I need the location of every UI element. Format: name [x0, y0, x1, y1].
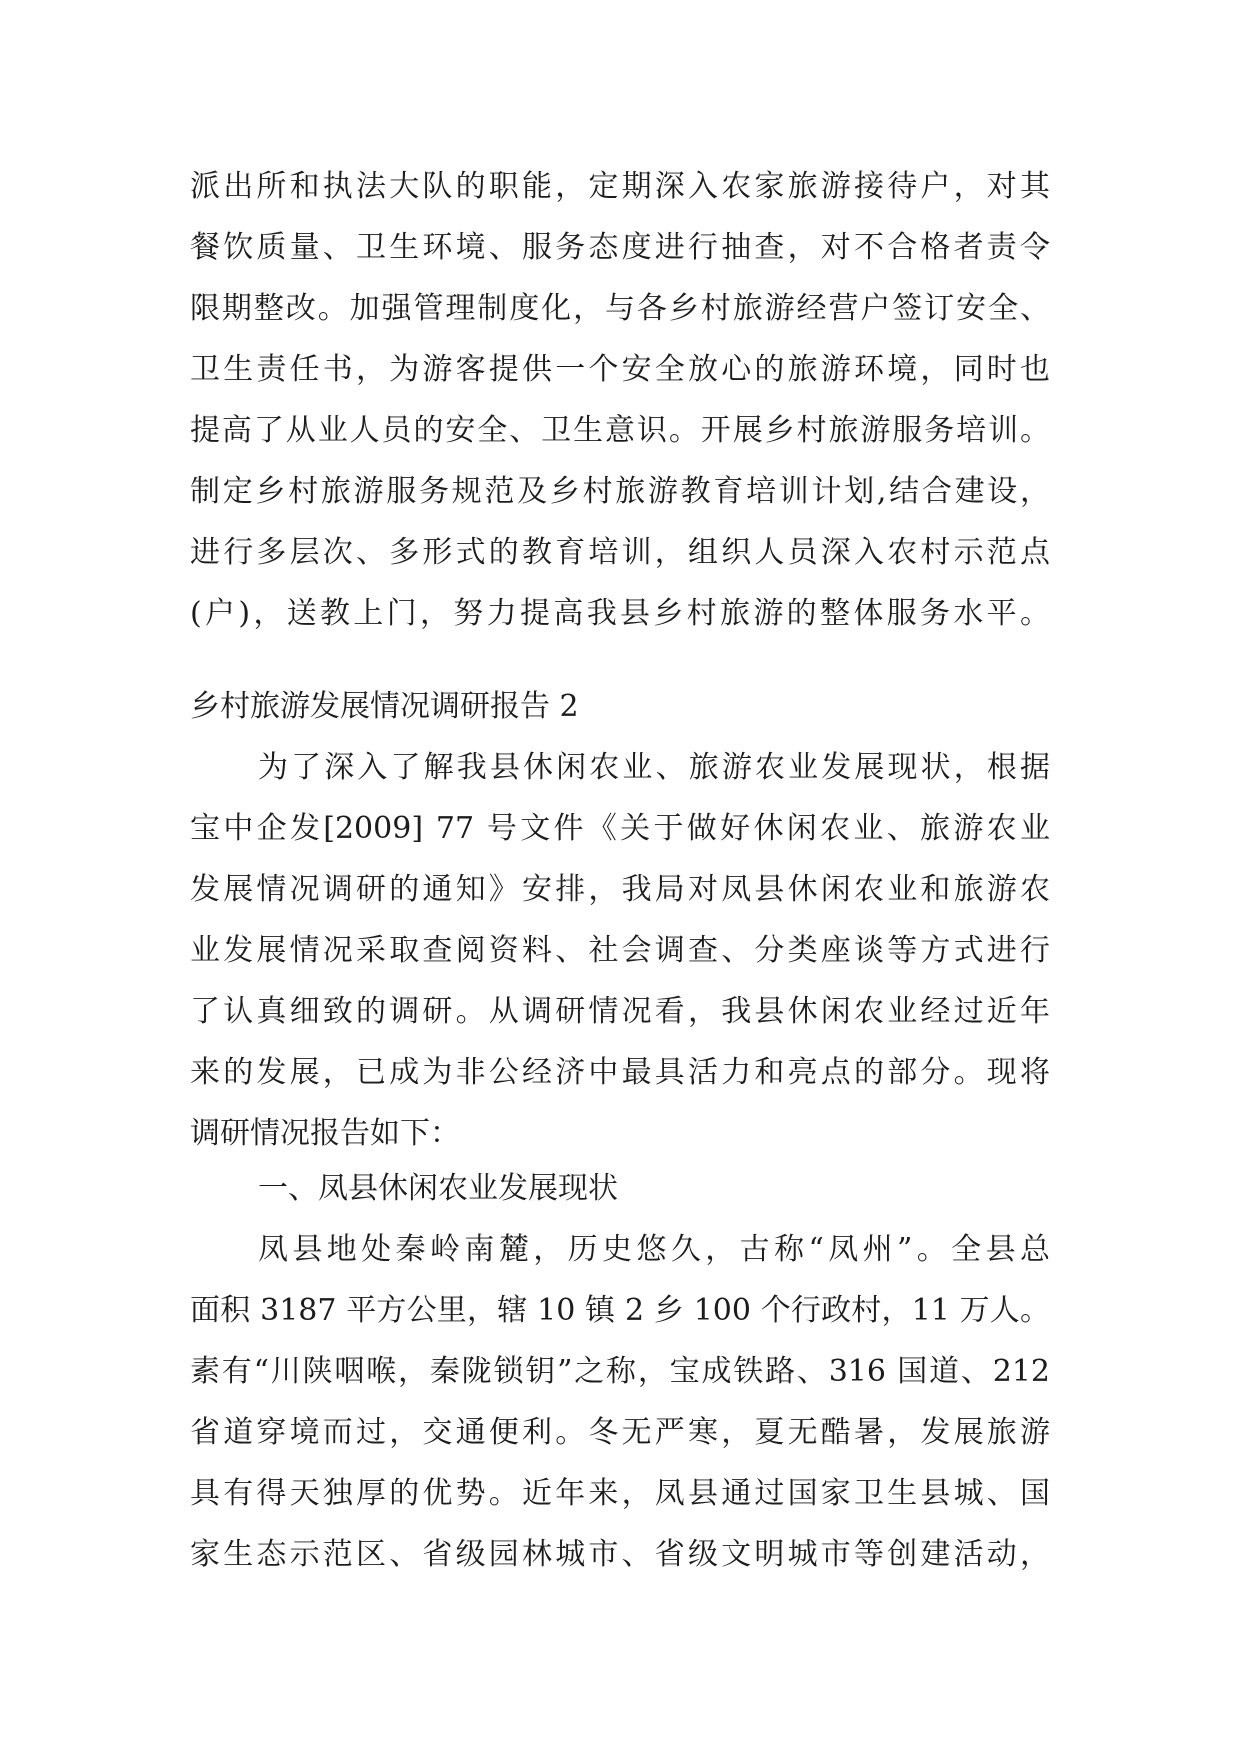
paragraph-line: 宝中企发[2009] 77 号文件《关于做好休闲农业、旅游农业: [190, 811, 1050, 846]
paragraph-line: 素有“川陕咽喉，秦陇锁钥”之称，宝成铁路、316 国道、212: [190, 1354, 1050, 1389]
paragraph-line: 来的发展，已成为非公经济中最具活力和亮点的部分。现将: [190, 1055, 1050, 1090]
paragraph-line: 进行多层次、多形式的教育培训，组织人员深入农村示范点: [190, 535, 1050, 570]
report-heading: 乡村旅游发展情况调研报告 2: [190, 689, 579, 724]
paragraph-2: [190, 737, 1050, 1164]
paragraph-line: 卫生责任书，为游客提供一个安全放心的旅游环境，同时也: [190, 352, 1050, 387]
paragraph-line: 制定乡村旅游服务规范及乡村旅游教育培训计划,结合建设，: [190, 474, 1050, 509]
paragraph-line: 业发展情况采取查阅资料、社会调查、分类座谈等方式进行: [190, 933, 1050, 968]
paragraph-1: [190, 156, 1050, 644]
paragraph-line: 发展情况调研的通知》安排，我局对凤县休闲农业和旅游农: [190, 872, 1050, 907]
paragraph-line: 为了深入了解我县休闲农业、旅游农业发展现状，根据: [258, 750, 1050, 785]
paragraph-line: 凤县地处秦岭南麓，历史悠久，古称“凤州”。全县总: [258, 1232, 1050, 1267]
paragraph-line: 省道穿境而过，交通便利。冬无严寒，夏无酷暑，发展旅游: [190, 1415, 1050, 1450]
paragraph-line: 面积 3187 平方公里，辖 10 镇 2 乡 100 个行政村，11 万人。: [190, 1293, 1050, 1328]
paragraph-line: 提高了从业人员的安全、卫生意识。开展乡村旅游服务培训。: [190, 413, 1050, 448]
paragraph-line: 限期整改。加强管理制度化，与各乡村旅游经营户签订安全、: [190, 291, 1050, 326]
paragraph-line: 调研情况报告如下：: [190, 1116, 460, 1151]
paragraph-line: 了认真细致的调研。从调研情况看，我县休闲农业经过近年: [190, 994, 1050, 1029]
paragraph-line: 派出所和执法大队的职能，定期深入农家旅游接待户，对其: [190, 169, 1050, 204]
paragraph-line: 家生态示范区、省级园林城市、省级文明城市等创建活动，: [190, 1537, 1050, 1572]
paragraph-line: 具有得天独厚的优势。近年来，凤县通过国家卫生县城、国: [190, 1476, 1050, 1511]
paragraph-line: 餐饮质量、卫生环境、服务态度进行抽查，对不合格者责令: [190, 230, 1050, 265]
paragraph-line: (户)，送教上门，努力提高我县乡村旅游的整体服务水平。: [190, 596, 1050, 631]
section-title: 一、凤县休闲农业发展现状: [258, 1171, 618, 1206]
paragraph-3: [190, 1219, 1050, 1585]
